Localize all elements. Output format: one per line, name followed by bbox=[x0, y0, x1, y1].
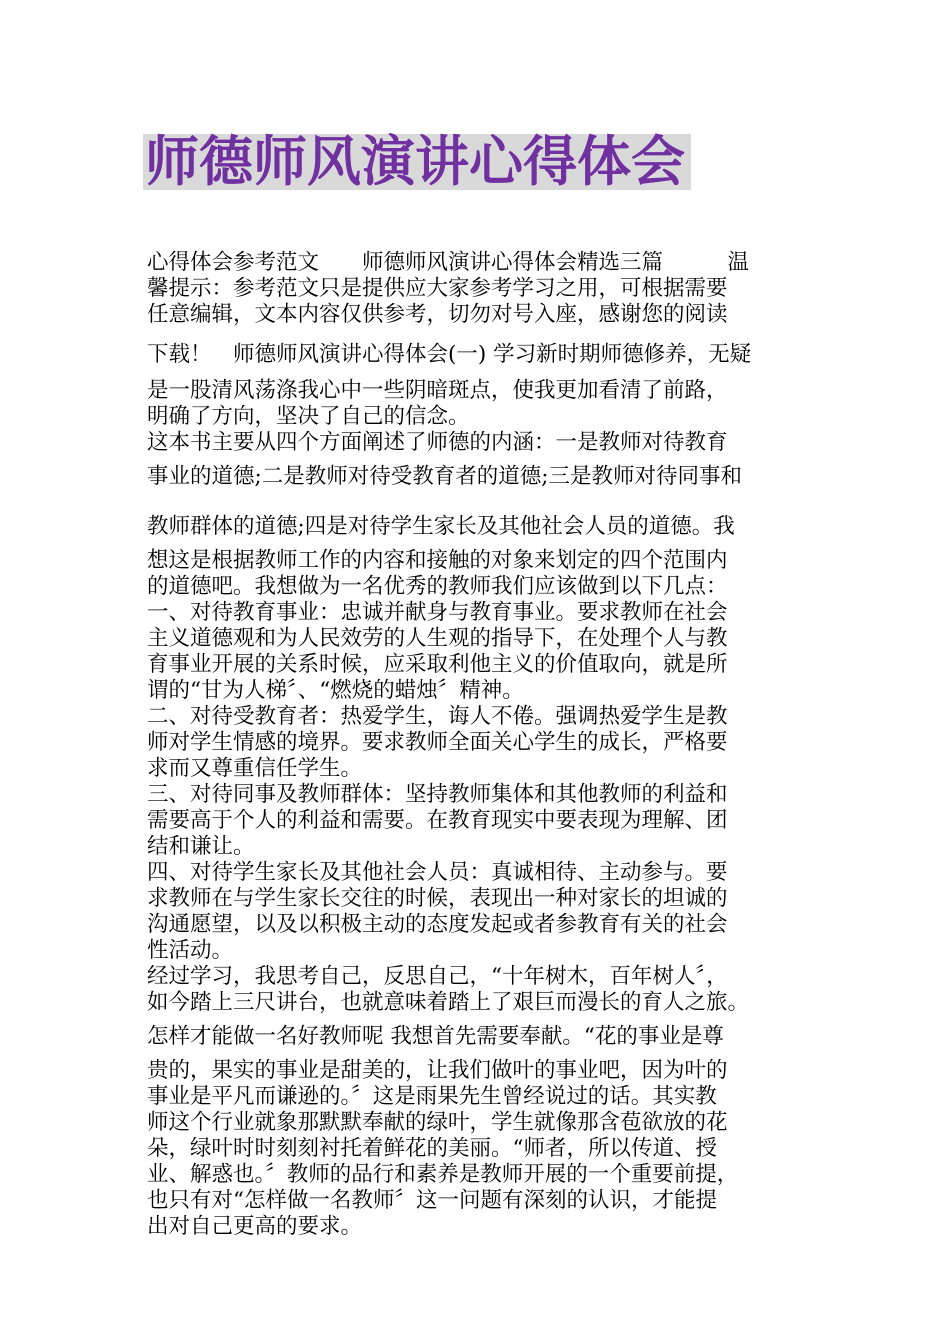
body-text-line: 性活动。 bbox=[147, 938, 234, 963]
body-text-line: 师这个行业就象那默默奉献的绿叶，学生就像那含苞欲放的花 bbox=[147, 1110, 728, 1135]
body-text-line: 也只有对“怎样做一名教师〞这一问题有深刻的认识，才能提 bbox=[147, 1188, 717, 1213]
body-text-line: 朵，绿叶时时刻刻衬托着鲜花的美丽。“师者，所以传道、授 bbox=[147, 1136, 717, 1161]
body-text-line: 二、对待受教育者：热爱学生，诲人不倦。强调热爱学生是教 bbox=[147, 704, 728, 729]
body-text-line: 任意编辑，文本内容仅供参考，切勿对号入座，感谢您的阅读 bbox=[147, 302, 728, 327]
body-text-line: 一、对待教育事业：忠诚并献身与教育事业。要求教师在社会 bbox=[147, 600, 728, 625]
body-text-line: 想这是根据教师工作的内容和接触的对象来划定的四个范围内 bbox=[147, 548, 728, 573]
body-text-line: 事业的道德;二是教师对待受教育者的道德;三是教师对待同事和 bbox=[147, 464, 742, 489]
document-title: 师德师风演讲心得体会 bbox=[145, 130, 685, 193]
body-text-line: 沟通愿望，以及以积极主动的态度发起或者参教育有关的社会 bbox=[147, 912, 728, 937]
body-text-line: 主义道德观和为人民效劳的人生观的指导下，在处理个人与教 bbox=[147, 626, 728, 651]
body-text-line: 育事业开展的关系时候，应采取利他主义的价值取向，就是所 bbox=[147, 652, 728, 677]
body-text-line: 的道德吧。我想做为一名优秀的教师我们应该做到以下几点： bbox=[147, 574, 728, 599]
body-text-line: 事业是平凡而谦逊的。〞这是雨果先生曾经说过的话。其实教 bbox=[147, 1084, 717, 1109]
body-text-line: 经过学习，我思考自己，反思自己，“十年树木，百年树人〞， bbox=[147, 964, 728, 989]
body-text-line: 师对学生情感的境界。要求教师全面关心学生的成长，严格要 bbox=[147, 730, 728, 755]
body-text-line: 馨提示：参考范文只是提供应大家参考学习之用，可根据需要 bbox=[147, 276, 728, 301]
body-text-line: 是一股清风荡涤我心中一些阴暗斑点，使我更加看清了前路， bbox=[147, 378, 728, 403]
body-text-line: 心得体会参考范文 师德师风演讲心得体会精选三篇 温 bbox=[147, 250, 750, 275]
body-text-line: 贵的，果实的事业是甜美的，让我们做叶的事业吧，因为叶的 bbox=[147, 1058, 728, 1083]
body-text-line: 怎样才能做一名好教师呢 我想首先需要奉献。“花的事业是尊 bbox=[147, 1024, 724, 1049]
title-highlight bbox=[143, 130, 691, 193]
body-text-line: 谓的“甘为人梯〞、“燃烧的蜡烛〞精神。 bbox=[147, 678, 524, 703]
body-text-line: 明确了方向，坚决了自己的信念。 bbox=[147, 404, 470, 429]
body-text-line: 业、解惑也。〞教师的品行和素养是教师开展的一个重要前提， bbox=[147, 1162, 739, 1187]
body-text-line: 求而又尊重信任学生。 bbox=[147, 756, 363, 781]
body-text-line: 需要高于个人的利益和需要。在教育现实中要表现为理解、团 bbox=[147, 808, 728, 833]
body-text-line: 教师群体的道德;四是对待学生家长及其他社会人员的道德。我 bbox=[147, 514, 735, 539]
body-text-line: 结和谦让。 bbox=[147, 834, 255, 859]
body-text-line: 如今踏上三尺讲台，也就意味着踏上了艰巨而漫长的育人之旅。 bbox=[147, 990, 750, 1015]
body-text-line: 求教师在与学生家长交往的时候，表现出一种对家长的坦诚的 bbox=[147, 886, 728, 911]
body-text-line: 出对自己更高的要求。 bbox=[147, 1214, 363, 1239]
body-text-line: 三、对待同事及教师群体：坚持教师集体和其他教师的利益和 bbox=[147, 782, 728, 807]
body-text-line: 下载！ 师德师风演讲心得体会(一) 学习新时期师德修养，无疑 bbox=[147, 342, 752, 367]
body-text-line: 这本书主要从四个方面阐述了师德的内涵：一是教师对待教育 bbox=[147, 430, 728, 455]
body-text-line: 四、对待学生家长及其他社会人员：真诚相待、主动参与。要 bbox=[147, 860, 728, 885]
